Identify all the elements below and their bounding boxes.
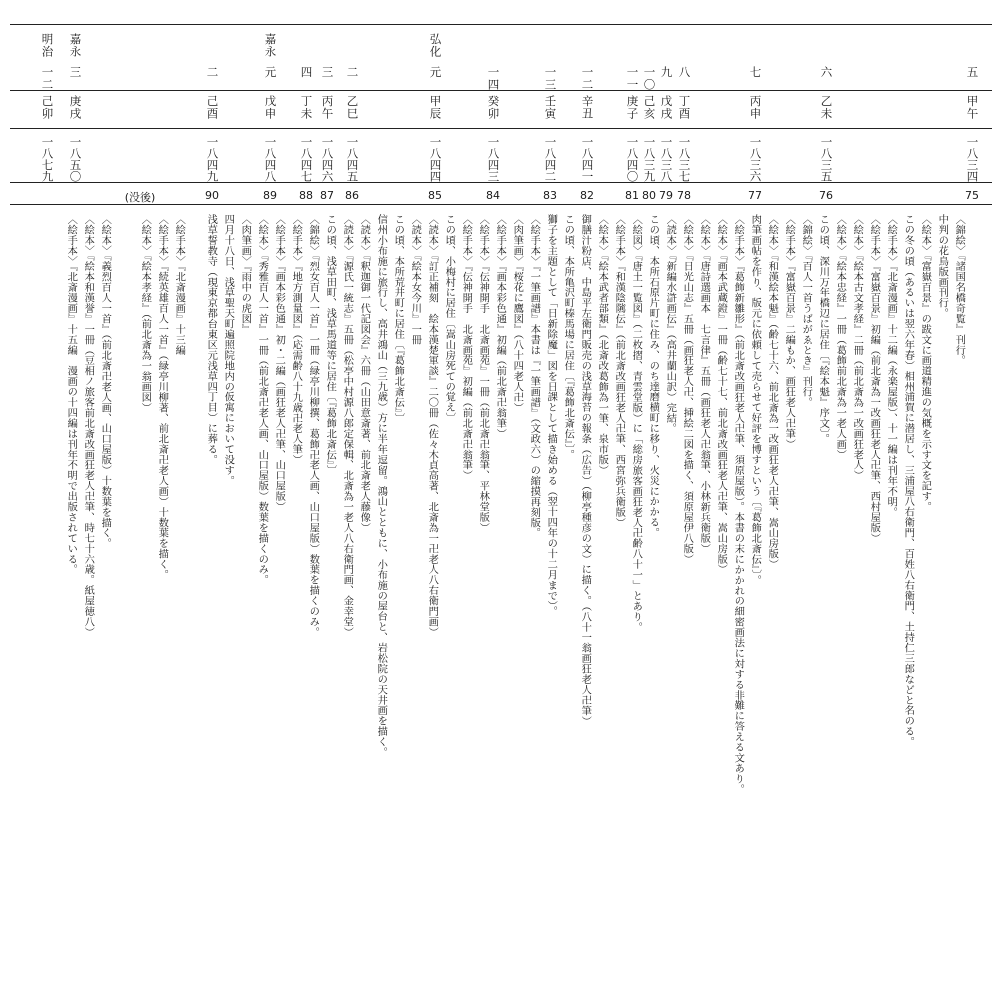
year-label: 一三: [543, 66, 558, 91]
kanshi-label: 壬寅: [543, 95, 558, 120]
entry-line: 〈絵本〉『富嶽百景』の跋文に画道精進の気概を示す文を記す。: [919, 214, 932, 512]
era-label: 明治: [40, 33, 55, 58]
year-label: 二: [345, 66, 360, 79]
entry-line: 〈絵本〉『画本武蔵鐙』一冊（齢七十七、前北斎改画狂老人卍筆、嵩山房版）: [715, 214, 728, 575]
age-label: 80: [642, 189, 656, 202]
entry-line: 〈絵本〉『日光山志』五冊（画狂老人卍、挿絵二図を描く、須原屋伊八版）: [681, 214, 694, 565]
entry-line: 〈絵手本〉『葛飾新雛形』（前北斎改画狂老人卍筆、須原屋版）。本書の末にかかれの細密画法に対する非難に答える文あり。: [732, 214, 745, 795]
ce-year-label: 一八四五: [345, 136, 360, 182]
kanshi-label: 丁酉: [677, 95, 692, 120]
year-label: 四: [299, 66, 314, 79]
entry-line: 獅子を主題として「日新除魔」図を日課として描き始める（翌十四年の十二月まで）。: [545, 214, 558, 617]
entry-line: 〈絵本〉『義烈百人一首』（前北斎卍老人画、山口屋版）十数葉を描く。: [99, 214, 112, 549]
age-label: 87: [320, 189, 334, 202]
year-label: 二: [205, 66, 220, 79]
kanshi-label: 癸卯: [486, 95, 501, 120]
year-label: 六: [819, 66, 834, 79]
entry-line: この頃、深川万年橋辺に居住〔『絵本魁』序文〕。: [817, 214, 830, 445]
age-label: 76: [819, 189, 833, 202]
kanshi-label: 丙申: [748, 95, 763, 120]
entry-line: 〈絵手本〉『画本彩色通』初編（前北斎卍翁筆）: [494, 214, 507, 439]
entry-line: 肉筆画帖を作り、版元に依頼して売らせて好評を博すという〔『葛飾北斎伝』〕。: [749, 214, 762, 586]
kanshi-label: 庚戌: [68, 95, 83, 120]
ce-year-label: 一八三七: [677, 136, 692, 182]
ce-year-label: 一八四三: [486, 136, 501, 182]
ce-year-label: 一八三九: [642, 136, 657, 182]
entry-line: この頃、本所荒井町に居住〔『葛飾北斎伝』〕: [392, 214, 405, 424]
entry-line: この頃、浅草田町、浅草馬道等に居住〔『葛飾北斎伝』〕: [324, 214, 337, 476]
age-row-rule: [10, 204, 992, 205]
entry-line: 〈絵手本〉『続英雄百人一首』（緑亭川柳著、前北斎卍老人画）十数葉を描く。: [156, 214, 169, 580]
entry-line: 〈錦絵〉『百人一首うばがゑとき』刊行。: [800, 214, 813, 408]
ce-year-label: 一八四八: [263, 136, 278, 182]
kanshi-label: 戊戌: [659, 95, 674, 120]
header-rule-3: [10, 182, 992, 183]
age-label: 78: [677, 189, 691, 202]
age-label: 82: [580, 189, 594, 202]
entry-line: 〈絵手本〉『富嶽百景』初編（前北斎為一改画狂老人卍筆、西村屋版）: [868, 214, 881, 544]
entry-line: 〈絵本〉『絵本武者部類』（北斎改葛飾為一筆、泉市版）: [596, 214, 609, 476]
kanshi-label: 庚子: [625, 95, 640, 120]
kanshi-label: 甲午: [965, 95, 980, 120]
entry-line: 〈絵手本〉『和漢陰隲伝』（前北斎改画狂老人卍筆、西宮弥兵衛版）: [613, 214, 626, 528]
entry-line: この頃、小梅村に居住〔嵩山房死ての覚え〕: [443, 214, 456, 423]
entry-line: 〈絵本〉『唐詩選画本 七言律』五冊（画狂老人卍翁筆、小林新兵衛版）: [698, 214, 711, 554]
entry-line: この冬の頃（あるいは翌六年春）相州浦賀に潜居し、三浦屋八右衛門、百姓八右衛門、土持仁三郎などと名のる。: [902, 214, 915, 747]
ce-year-label: 一八七九: [40, 136, 55, 182]
age-label: 83: [543, 189, 557, 202]
ce-year-label: 一八四四: [428, 136, 443, 182]
entry-line: 〈絵手本〉『伝神開手 北斎画苑』一冊（前北斎卍翁筆、平林堂版）: [477, 214, 490, 533]
ce-year-label: 一八四六: [320, 136, 335, 182]
header-rule-2: [10, 128, 992, 129]
kanshi-label: 乙巳: [345, 95, 360, 120]
age-label: 86: [345, 189, 359, 202]
kanshi-label: 丙午: [320, 95, 335, 120]
ce-year-label: 一八三八: [659, 136, 674, 182]
year-label: 五: [965, 66, 980, 79]
ce-year-label: 一八五〇: [68, 136, 83, 182]
entry-line: 〈読本〉『新編水滸画伝』（高井蘭山訳）完結。: [664, 214, 677, 434]
age-label: 88: [299, 189, 313, 202]
entry-line: この頃、本所石原片町に住み、のち達磨横町に移り、火災にかかる。: [647, 214, 660, 538]
age-label: 81: [625, 189, 639, 202]
kanshi-label: 辛丑: [580, 95, 595, 120]
year-label: 三: [320, 66, 335, 79]
age-label: (没後): [124, 191, 156, 204]
year-label: 一〇: [642, 66, 657, 91]
entry-line: 御膳汁粉店、中島平左衛門販売の浅草海苔の報条（広告）（柳亭種彦の文）に描く。（八十一翁画狂老人卍筆）: [579, 214, 592, 727]
entry-line: 〈絵本〉『絵本古文孝経』二冊（前北斎為一改画狂老人）: [851, 214, 864, 481]
entry-line: 〈読本〉『訂正補刻 絵本漢楚軍談』二〇冊（佐々木貞高著、北斎為一卍老人八右衛門画）: [426, 214, 439, 638]
year-label: 一二: [580, 66, 595, 91]
year-label: 元: [263, 66, 278, 79]
entry-line: 〈読本〉『絵本女今川』一冊: [409, 214, 422, 345]
age-label: 85: [428, 189, 442, 202]
entry-line: 〈絵図〉『唐土一覧図』（二枚摺、青雲堂版）に「総房旅客画狂老人卍齢八十一」とあり。: [630, 214, 643, 633]
entry-line: 〈絵本〉『和漢絵本魁』（齢七十六、前北斎為一改画狂老人卍筆、嵩山房版）: [766, 214, 779, 570]
ce-year-label: 一八四二: [543, 136, 558, 182]
entry-line: 〈絵本〉『絵本忠経』一冊（葛飾前北斎為一老人画）: [834, 214, 847, 460]
entry-line: 〈絵手本〉『一筆画譜』本書は『一筆画譜』（文政六）の縮摸再刻版。: [528, 214, 541, 539]
entry-line: 信州小布施に旅行し、高井鴻山（三九歳）方に半年逗留。鴻山とともに、小布施の屋台と、岩松院の天井画を描く。: [375, 214, 388, 758]
entry-line: 四月十八日、浅草聖天町遍照院地内の仮寓において没す。: [222, 214, 235, 486]
ce-year-label: 一八四〇: [625, 136, 640, 182]
year-label: 一一: [625, 66, 640, 91]
entry-line: 中判の花鳥版画刊行。: [936, 214, 949, 319]
year-label: 一二: [40, 66, 55, 91]
kanshi-label: 戊申: [263, 95, 278, 120]
age-label: 89: [263, 189, 277, 202]
kanshi-label: 己卯: [40, 95, 55, 120]
kanshi-label: 己亥: [642, 95, 657, 120]
year-label: 九: [659, 66, 674, 79]
kanshi-label: 己酉: [205, 95, 220, 120]
entry-line: 〈絵手本〉『地方測量図』（応需齢八十九歳卍老人筆）: [290, 214, 303, 465]
ce-year-label: 一八四七: [299, 136, 314, 182]
ce-year-label: 一八三五: [819, 136, 834, 182]
entry-line: 〈絵手本〉『画本彩色通』初・二編（画狂老人卍筆、山口屋版）: [273, 214, 286, 512]
entry-line: 〈絵本〉『絵本孝経』（前北斎為一翁画図）: [139, 214, 152, 413]
year-label: 一四: [486, 66, 501, 91]
ce-year-label: 一八三四: [965, 136, 980, 182]
year-label: 八: [677, 66, 692, 79]
entry-line: 〈肉筆画〉『雨中の虎図』: [239, 214, 252, 335]
era-label: 嘉永: [263, 33, 278, 58]
entry-line: 〈錦絵〉『烈女百人一首』一冊（緑亭川柳撰、葛飾卍老人画、山口屋版）数葉を描くのみ。: [307, 214, 320, 638]
age-label: 77: [748, 189, 762, 202]
year-label: 元: [428, 66, 443, 79]
entry-line: 〈絵本〉『秀雅百人一首』一冊（前北斎卍老人画、山口屋版）数葉を描くのみ。: [256, 214, 269, 586]
entry-line: 〈肉筆画〉『桜花に鷹図』（八十四老人卍）: [511, 214, 524, 413]
age-label: 84: [486, 189, 500, 202]
entry-line: 〈読本〉『釈迦御一代記図会』六冊（山田意斎著、前北斎老人藤像）: [358, 214, 371, 533]
entry-line: 〈錦絵〉『諸国名橋奇覧』刊行。: [953, 214, 966, 366]
year-label: 三: [68, 66, 83, 79]
ce-year-label: 一八四一: [580, 136, 595, 182]
entry-line: 浅草誓教寺（現東京都台東区元浅草四丁目）に葬る。: [205, 214, 218, 465]
top-rule: [10, 24, 992, 25]
year-label: 七: [748, 66, 763, 79]
entry-line: 〈絵手本〉『伝神開手 北斎画苑』初編（前北斎卍翁筆）: [460, 214, 473, 481]
entry-line: 〈絵手本〉『富嶽百景』二編もか、画狂老人卍筆）: [783, 214, 796, 450]
age-label: 75: [965, 189, 979, 202]
kanshi-label: 甲辰: [428, 95, 443, 120]
age-label: 79: [659, 189, 673, 202]
entry-line: 〈読本〉『源氏一統志』五冊（松亭中村源八郎定保輯、北斎為一老人八右衛門画、金幸堂）: [341, 214, 354, 638]
ce-year-label: 一八四九: [205, 136, 220, 182]
ce-year-label: 一八三六: [748, 136, 763, 182]
header-rule-1: [10, 90, 992, 91]
kanshi-label: 乙未: [819, 95, 834, 120]
entry-line: 〈絵本〉『絵本和漢誉』一冊（豆相ノ旅客前北斎改画狂老人卍筆、時七十六歳。紙屋徳八）: [82, 214, 95, 638]
era-label: 弘化: [428, 33, 443, 58]
era-label: 嘉永: [68, 33, 83, 58]
kanshi-label: 丁未: [299, 95, 314, 120]
age-label: 90: [205, 189, 219, 202]
entry-line: 〈絵手本〉『北斎漫画』十二編（永楽屋版）、十一編は刊年不明。: [885, 214, 898, 518]
entry-line: 〈絵手本〉『北斎漫画』十三編: [173, 214, 186, 356]
entry-line: この頃、本所亀沢町榛馬場に居住〔『葛飾北斎伝』〕。: [562, 214, 575, 460]
entry-line: 〈絵手本〉『北斎漫画』十五編 漫画の十四編は刊年不明で出版されている。: [65, 214, 78, 575]
